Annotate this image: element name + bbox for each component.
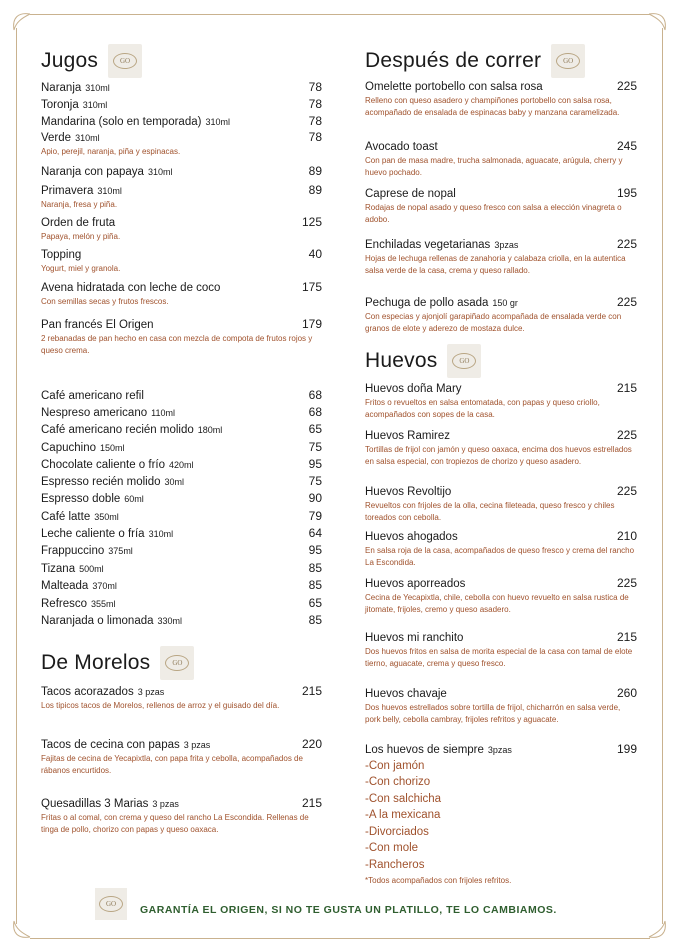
- frame-left-line: [16, 28, 17, 924]
- menu-item-row: [365, 576, 637, 590]
- frame-top-line: [30, 14, 650, 15]
- menu-item-title: Refresco: [41, 598, 88, 610]
- menu-item-price: 225: [616, 484, 637, 498]
- menu-item-name: [41, 459, 194, 471]
- menu-item-row: [41, 578, 322, 592]
- menu-item-row: [41, 422, 322, 436]
- menu-item-description: 2 rebanadas de pan hecho en casa con mezcla de compota de frutos rojos y queso crema.: [41, 334, 313, 355]
- menu-item-title: Toronja: [41, 99, 79, 111]
- morelos-item: [41, 796, 322, 836]
- despues-title: Después de correr: [365, 49, 542, 72]
- menu-item-size: 310ml: [75, 133, 100, 143]
- huevos-item: [365, 529, 637, 569]
- menu-item-size: 370ml: [92, 581, 117, 591]
- menu-item-row: [365, 237, 637, 251]
- menu-item-name: [41, 798, 179, 810]
- menu-item-name: [365, 383, 466, 395]
- menu-item-row: [365, 529, 637, 543]
- menu-item-row: [41, 613, 322, 627]
- menu-item-title: Orden de fruta: [41, 217, 116, 229]
- menu-item-title: Leche caliente o fría: [41, 528, 145, 540]
- menu-item-row: [365, 139, 637, 153]
- corner-ornament-bl: [8, 913, 38, 943]
- menu-item-name: [41, 511, 119, 523]
- bebida-item: [41, 561, 322, 577]
- menu-item-name: [41, 686, 164, 698]
- brand-logo-icon: GO: [551, 44, 585, 78]
- menu-item-title: Pechuga de pollo asada: [365, 297, 489, 309]
- menu-item-title: Naranja con papaya: [41, 166, 144, 178]
- menu-item-row: [41, 317, 322, 331]
- menu-item-size: 150 gr: [492, 298, 518, 308]
- menu-item-row: [41, 474, 322, 488]
- menu-item-price: 68: [308, 405, 322, 419]
- menu-item-description: Revueltos con frijoles de la olla, cecina fileteada, queso fresco y chiles toreados con cebolla.: [365, 501, 615, 522]
- menu-item-description: Con pan de masa madre, trucha salmonada, aguacate, arúgula, cherry y huevo pochado.: [365, 156, 623, 177]
- menu-item-price: 195: [616, 186, 637, 200]
- menu-item-price: 78: [308, 130, 322, 144]
- menu-item-row: [41, 97, 322, 111]
- menu-item-description: Con especias y ajonjolí garapiñado acompañada de ensalada verde con granos de elote y aderezo de mostaza dulce.: [365, 312, 622, 333]
- brand-logo-icon: GO: [108, 44, 142, 78]
- menu-item-row: [41, 280, 322, 294]
- menu-item-title: Los huevos de siempre: [365, 744, 484, 756]
- menu-item-price: 85: [308, 561, 322, 575]
- menu-item-name: [41, 528, 173, 540]
- huevos-item: [365, 686, 637, 726]
- menu-item-row: [41, 543, 322, 557]
- menu-item-price: 210: [616, 529, 637, 543]
- menu-item-name: [41, 598, 116, 610]
- menu-item-size: 60ml: [124, 494, 144, 504]
- menu-item-title: Espresso doble: [41, 493, 121, 505]
- jugo-item: [41, 114, 322, 130]
- menu-item-size: 180ml: [197, 425, 223, 435]
- menu-item-name: [41, 132, 100, 144]
- menu-item-row: [365, 186, 637, 200]
- menu-item-price: 125: [301, 215, 322, 229]
- menu-item-title: Primavera: [41, 185, 94, 197]
- menu-item-title: Tacos de cecina con papas: [41, 739, 180, 751]
- jugo-item: [41, 280, 322, 308]
- menu-item-price: 95: [308, 457, 322, 471]
- menu-item-size: 3 pzas: [152, 799, 179, 809]
- menu-item-row: [41, 684, 322, 698]
- huevos-item: [365, 381, 637, 421]
- menu-item-description: Fritas o al comal, con crema y queso del rancho La Escondida. Rellenas de tinga de pollo, chorizo con papas y queso oaxaca.: [41, 813, 309, 834]
- menu-item-description: Con semillas secas y frutos frescos.: [41, 297, 169, 306]
- menu-item-description: Cecina de Yecapixtla, chile, cebolla con huevo revuelto en salsa rustica de jitomate, frijoles, cremo y queso asadero.: [365, 593, 629, 614]
- menu-item-title: Huevos Ramirez: [365, 430, 450, 442]
- menu-item-size: 310ml: [147, 167, 173, 177]
- huevos-option: -Con mole: [365, 842, 419, 854]
- menu-item-size: 310ml: [85, 83, 110, 93]
- menu-item-title: Naranja: [41, 82, 82, 94]
- corner-ornament-tl: [8, 8, 38, 38]
- corner-ornament-tr: [641, 8, 671, 38]
- morelos-item: [41, 684, 322, 712]
- menu-item-title: Verde: [41, 132, 72, 144]
- menu-item-row: [41, 440, 322, 454]
- menu-item-name: [41, 390, 148, 402]
- menu-item-title: Avocado toast: [365, 141, 438, 153]
- menu-item-name: [365, 632, 467, 644]
- menu-item-row: [41, 457, 322, 471]
- menu-item-title: Pan francés El Origen: [41, 319, 154, 331]
- menu-item-name: [41, 99, 107, 111]
- menu-item-size: 420ml: [169, 460, 194, 470]
- menu-item-title: Huevos chavaje: [365, 688, 447, 700]
- menu-item-price: 89: [308, 183, 322, 197]
- menu-item-price: 215: [301, 796, 322, 810]
- menu-item-title: Caprese de nopal: [365, 188, 456, 200]
- menu-item-name: [365, 744, 512, 756]
- menu-item-price: 260: [616, 686, 637, 700]
- menu-item-description: Relleno con queso asadero y champiñones portobello con salsa rosa, acompañado de ensalada de espinacas baby y manzana caramelizada.: [365, 96, 620, 117]
- menu-item-row: [41, 215, 322, 229]
- menu-item-row: [41, 130, 322, 144]
- menu-item-title: Huevos mi ranchito: [365, 632, 464, 644]
- menu-item-title: Frappuccino: [41, 545, 105, 557]
- menu-item-name: [365, 188, 460, 200]
- menu-item-price: 40: [308, 247, 322, 261]
- menu-item-size: 150ml: [99, 443, 125, 453]
- corner-ornament-br: [641, 913, 671, 943]
- menu-item-price: 95: [308, 543, 322, 557]
- huevos-title: Huevos: [365, 349, 438, 372]
- menu-item-size: 330ml: [157, 616, 183, 626]
- huevos-header: [365, 344, 481, 378]
- menu-item-price: 215: [616, 381, 637, 395]
- menu-item-name: [365, 81, 547, 93]
- menu-item-row: [41, 247, 322, 261]
- menu-item-description: Dos huevos fritos en salsa de morita especial de la casa con tamal de elote tierno, aguacate, crema y queso fresco.: [365, 647, 633, 668]
- jugos-header: [41, 44, 142, 78]
- menu-item-price: 220: [301, 737, 322, 751]
- menu-item-price: 225: [616, 428, 637, 442]
- menu-item-price: 179: [301, 317, 322, 331]
- menu-item-price: 65: [308, 422, 322, 436]
- menu-item-row: [41, 561, 322, 575]
- menu-item-name: [41, 116, 230, 128]
- menu-item-title: Avena hidratada con leche de coco: [41, 282, 221, 294]
- menu-item-row: [365, 742, 637, 756]
- menu-item-size: 500ml: [79, 564, 104, 574]
- menu-item-name: [41, 563, 104, 575]
- bebida-item: [41, 578, 322, 594]
- menu-item-price: 75: [308, 474, 322, 488]
- huevos-option: -Con chorizo: [365, 776, 431, 788]
- morelos-item: [41, 737, 322, 777]
- menu-item-title: Chocolate caliente o frío: [41, 459, 166, 471]
- menu-item-price: 78: [308, 80, 322, 94]
- menu-item-price: 75: [308, 440, 322, 454]
- footer-logo-icon: GO: [95, 888, 127, 920]
- bebida-item: [41, 474, 322, 490]
- menu-item-size: 310ml: [205, 117, 230, 127]
- menu-item-name: [41, 580, 117, 592]
- menu-item-price: 85: [308, 578, 322, 592]
- menu-item-row: [365, 79, 637, 93]
- menu-item-price: 225: [616, 79, 637, 93]
- menu-item-name: [41, 493, 144, 505]
- guarantee-banner: GARANTÍA EL ORIGEN, SI NO TE GUSTA UN PLATILLO, TE LO CAMBIAMOS.: [140, 904, 557, 916]
- menu-item-size: 3pzas: [487, 745, 512, 755]
- jugo-item: [41, 164, 322, 180]
- menu-item-price: 175: [301, 280, 322, 294]
- menu-item-row: [41, 405, 322, 419]
- menu-item-row: [41, 164, 322, 178]
- menu-item-title: Café americano recién molido: [41, 424, 194, 436]
- menu-item-row: [41, 526, 322, 540]
- menu-item-title: Huevos doña Mary: [365, 383, 462, 395]
- menu-item-row: [41, 796, 322, 810]
- menu-item-title: Naranjada o limonada: [41, 615, 154, 627]
- menu-item-description: Apio, perejil, naranja, piña y espinacas.: [41, 147, 181, 156]
- huevos-item: [365, 630, 637, 670]
- menu-item-size: 310ml: [148, 529, 174, 539]
- menu-item-description: Tortillas de frijol con jamón y queso oaxaca, encima dos huevos estrellados en salsa especial, con tropiezos de chorizo y queso asadero.: [365, 445, 632, 466]
- huevos-option: -A la mexicana: [365, 809, 441, 821]
- jugo-item: [41, 215, 322, 243]
- bebida-item: [41, 596, 322, 612]
- jugo-item: [41, 97, 322, 113]
- menu-item-size: 350ml: [94, 512, 119, 522]
- menu-item-row: [41, 509, 322, 523]
- menu-item-title: Tacos acorazados: [41, 686, 134, 698]
- brand-logo-icon: GO: [447, 344, 481, 378]
- menu-item-title: Huevos ahogados: [365, 531, 458, 543]
- menu-item-size: 355ml: [91, 599, 116, 609]
- menu-item-description: Naranja, fresa y piña.: [41, 200, 118, 209]
- menu-item-row: [365, 630, 637, 644]
- menu-item-price: 85: [308, 613, 322, 627]
- bebida-item: [41, 491, 322, 507]
- bebida-item: [41, 526, 322, 542]
- menu-item-size: 3 pzas: [183, 740, 211, 750]
- bebida-item: [41, 440, 322, 456]
- morelos-header: [41, 646, 194, 680]
- menu-item-name: [41, 282, 224, 294]
- menu-item-title: Huevos Revoltijo: [365, 486, 452, 498]
- menu-item-row: [41, 183, 322, 197]
- menu-item-title: Quesadillas 3 Marias: [41, 798, 149, 810]
- menu-item-size: 3pzas: [494, 240, 519, 250]
- bebida-item: [41, 457, 322, 473]
- menu-item-name: [41, 476, 184, 488]
- menu-item-price: 78: [308, 97, 322, 111]
- menu-item-row: [41, 388, 322, 402]
- menu-item-price: 215: [301, 684, 322, 698]
- menu-item-size: 110ml: [151, 408, 175, 418]
- menu-item-price: 90: [308, 491, 322, 505]
- jugo-item: [41, 80, 322, 96]
- menu-item-title: Omelette portobello con salsa rosa: [365, 81, 543, 93]
- menu-item-title: Mandarina (solo en temporada): [41, 116, 202, 128]
- menu-item-price: 225: [616, 576, 637, 590]
- menu-item-title: Topping: [41, 249, 82, 261]
- menu-item-price: 215: [616, 630, 637, 644]
- menu-item-name: [41, 739, 210, 751]
- brand-logo-icon: GO: [160, 646, 194, 680]
- menu-item-price: 225: [616, 237, 637, 251]
- menu-item-name: [365, 688, 451, 700]
- jugo-item: [41, 247, 322, 275]
- menu-item-description: En salsa roja de la casa, acompañados de queso fresco y crema del rancho La Escondida.: [365, 546, 635, 567]
- jugo-item: [41, 317, 322, 357]
- huevos-item: [365, 576, 637, 616]
- menu-item-price: 79: [308, 509, 322, 523]
- huevos-item: [365, 428, 637, 468]
- menu-item-row: [41, 80, 322, 94]
- menu-item-description: Dos huevos estrellados sobre tortilla de frijol, chicharrón en salsa verde, pork belly, cebolla cambray, frijoles refritos y aguacate.: [365, 703, 621, 724]
- huevos-item: [365, 484, 637, 524]
- menu-item-row: [365, 381, 637, 395]
- despues-item: [365, 79, 637, 119]
- menu-item-name: [365, 239, 518, 251]
- menu-item-row: [365, 686, 637, 700]
- menu-item-name: [365, 430, 454, 442]
- jugos-title: Jugos: [41, 49, 99, 72]
- menu-item-description: Papaya, melón y piña.: [41, 232, 121, 241]
- menu-item-name: [41, 82, 110, 94]
- menu-item-name: [365, 578, 469, 590]
- menu-item-row: [41, 114, 322, 128]
- frame-right-line: [662, 28, 663, 924]
- menu-item-name: [41, 166, 172, 178]
- menu-item-description: Fritos o revueltos en salsa entomatada, con papas y queso criollo, acompañados con sopes de la casa.: [365, 398, 600, 419]
- huevos-item: [365, 742, 637, 758]
- menu-item-title: Enchiladas vegetarianas: [365, 239, 491, 251]
- despues-item: [365, 237, 637, 277]
- menu-item-name: [365, 141, 442, 153]
- despues-item: [365, 186, 637, 226]
- menu-item-price: 225: [616, 295, 637, 309]
- huevos-note: *Todos acompañados con frijoles refritos.: [365, 876, 512, 885]
- huevos-option: -Rancheros: [365, 859, 425, 871]
- menu-item-description: Fajitas de cecina de Yecapixtla, con papa frita y cebolla, acompañados de rábanos encurtidos.: [41, 754, 303, 775]
- menu-item-price: 78: [308, 114, 322, 128]
- jugo-item: [41, 183, 322, 211]
- bebida-item: [41, 509, 322, 525]
- menu-item-title: Café americano refil: [41, 390, 144, 402]
- menu-item-description: Los tipicos tacos de Morelos, rellenos de arroz y el guisado del día.: [41, 701, 280, 710]
- menu-item-name: [365, 297, 518, 309]
- menu-item-row: [365, 484, 637, 498]
- menu-item-row: [41, 596, 322, 610]
- menu-item-row: [41, 491, 322, 505]
- huevos-option: -Con jamón: [365, 760, 425, 772]
- menu-item-row: [41, 737, 322, 751]
- menu-item-name: [41, 319, 158, 331]
- menu-item-row: [365, 295, 637, 309]
- huevos-option: -Divorciados: [365, 826, 429, 838]
- bebida-item: [41, 543, 322, 559]
- menu-item-description: Yogurt, miel y granola.: [41, 264, 121, 273]
- menu-item-price: 68: [308, 388, 322, 402]
- menu-item-name: [365, 486, 455, 498]
- menu-item-name: [41, 615, 182, 627]
- morelos-title: De Morelos: [41, 651, 151, 674]
- menu-item-description: Hojas de lechuga rellenas de zanahoria y calabaza criolla, en la autentica salsa verde de la casa, crema y queso rallado.: [365, 254, 626, 275]
- menu-item-title: Café latte: [41, 511, 91, 523]
- menu-item-row: [365, 428, 637, 442]
- menu-item-name: [41, 185, 122, 197]
- bebida-item: [41, 388, 322, 404]
- huevos-option: -Con salchicha: [365, 793, 442, 805]
- frame-bottom-line: [30, 938, 650, 939]
- menu-item-price: 89: [308, 164, 322, 178]
- menu-item-name: [365, 531, 462, 543]
- menu-item-size: 3 pzas: [137, 687, 165, 697]
- menu-item-title: Nespreso americano: [41, 407, 148, 419]
- menu-item-price: 64: [308, 526, 322, 540]
- menu-item-price: 65: [308, 596, 322, 610]
- menu-item-name: [41, 442, 125, 454]
- menu-item-title: Capuchino: [41, 442, 96, 454]
- menu-item-size: 30ml: [164, 477, 185, 487]
- bebida-item: [41, 405, 322, 421]
- menu-item-price: 199: [616, 742, 637, 756]
- menu-item-description: Rodajas de nopal asado y queso fresco con salsa a elección vinagreta o adobo.: [365, 203, 622, 224]
- menu-item-title: Espresso recién molido: [41, 476, 161, 488]
- menu-item-price: 245: [616, 139, 637, 153]
- menu-item-size: 310ml: [97, 186, 122, 196]
- menu-item-title: Tizana: [41, 563, 76, 575]
- jugo-item: [41, 130, 322, 158]
- despues-header: [365, 44, 585, 78]
- menu-item-title: Malteada: [41, 580, 89, 592]
- menu-item-name: [41, 407, 175, 419]
- menu-item-name: [41, 217, 119, 229]
- menu-item-name: [41, 424, 222, 436]
- bebida-item: [41, 613, 322, 629]
- despues-item: [365, 295, 637, 335]
- menu-item-title: Huevos aporreados: [365, 578, 466, 590]
- menu-item-size: 310ml: [82, 100, 108, 110]
- menu-item-size: 375ml: [108, 546, 133, 556]
- bebida-item: [41, 422, 322, 438]
- menu-item-name: [41, 545, 133, 557]
- menu-item-name: [41, 249, 85, 261]
- despues-item: [365, 139, 637, 179]
